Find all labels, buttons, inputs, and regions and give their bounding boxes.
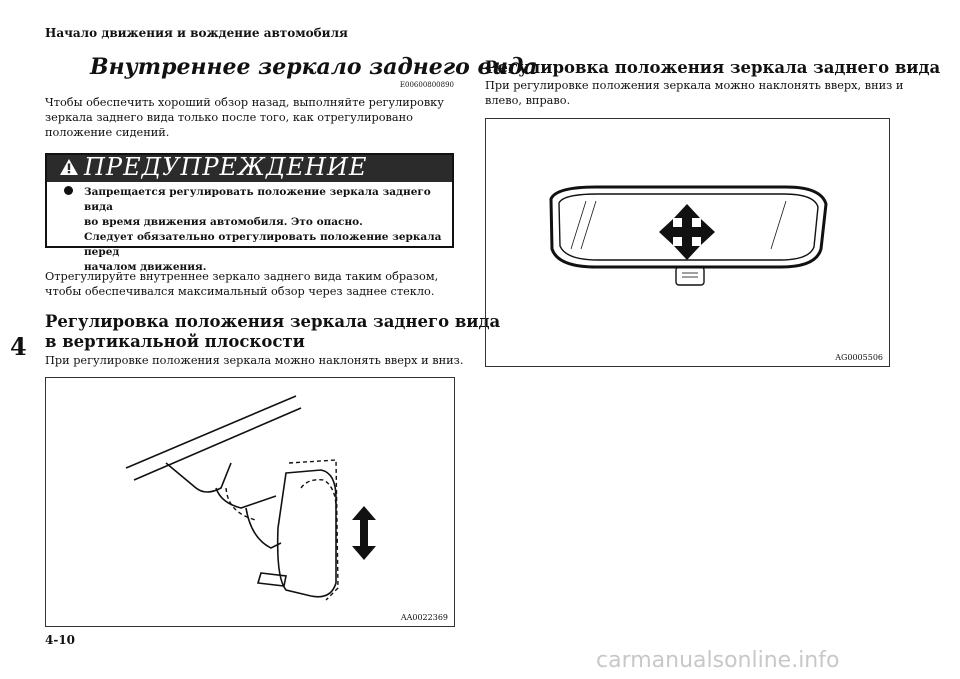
warning-text <box>84 185 444 275</box>
intro-paragraph <box>45 95 465 140</box>
mirror-side-view-illustration <box>46 378 454 626</box>
intro-line: зеркала заднего вида только после того, как отрегулировано <box>45 111 413 124</box>
figure-front-view <box>485 118 890 367</box>
intro-line: Чтобы обеспечить хороший обзор назад, выполняйте регулировку <box>45 96 444 109</box>
warning-line: Следует обязательно отрегулировать положение зеркала перед <box>84 231 442 258</box>
running-header: Начало движения и вождение автомобиля <box>45 26 348 40</box>
title-line: в вертикальной плоскости <box>45 332 305 351</box>
section-title-vertical <box>45 312 500 352</box>
warning-line: Запрещается регулировать положение зеркала заднего вида <box>84 186 431 213</box>
text-line: влево, вправо. <box>485 94 571 107</box>
vertical-adjust-text: При регулировке положения зеркала можно наклонять вверх и вниз. <box>45 354 464 367</box>
warning-line: во время движения автомобиля. Это опасно. <box>84 216 363 228</box>
page-number: 4-10 <box>45 633 76 647</box>
adjust-line: Отрегулируйте внутреннее зеркало заднего вида таким образом, <box>45 270 439 283</box>
bullet-icon <box>64 186 73 195</box>
title-line: Регулировка положения зеркала заднего вида <box>45 312 501 331</box>
section-title-mirror-adjust: Регулировка положения зеркала заднего вида <box>485 58 941 77</box>
mirror-front-view-illustration <box>486 119 889 366</box>
section-code: E00600800890 <box>399 81 454 89</box>
watermark: carmanualsonline.info <box>596 648 840 673</box>
warning-title: ПРЕДУПРЕЖДЕНИЕ <box>84 153 368 181</box>
figure-side-view <box>45 377 455 627</box>
intro-line: положение сидений. <box>45 126 170 139</box>
figure-label: AG0005506 <box>835 353 883 362</box>
text-line: При регулировке положения зеркала можно наклонять вверх, вниз и <box>485 79 904 92</box>
warning-line: началом движения. <box>84 261 207 273</box>
section-title-interior-mirror: Внутреннее зеркало заднего вида <box>90 54 538 80</box>
chapter-tab: 4 <box>10 332 27 361</box>
warning-triangle-icon <box>59 158 79 180</box>
mirror-adjust-text <box>485 78 915 108</box>
adjust-line: чтобы обеспечивался максимальный обзор через заднее стекло. <box>45 285 435 298</box>
adjust-paragraph <box>45 269 465 299</box>
figure-label: AA0022369 <box>400 613 448 622</box>
